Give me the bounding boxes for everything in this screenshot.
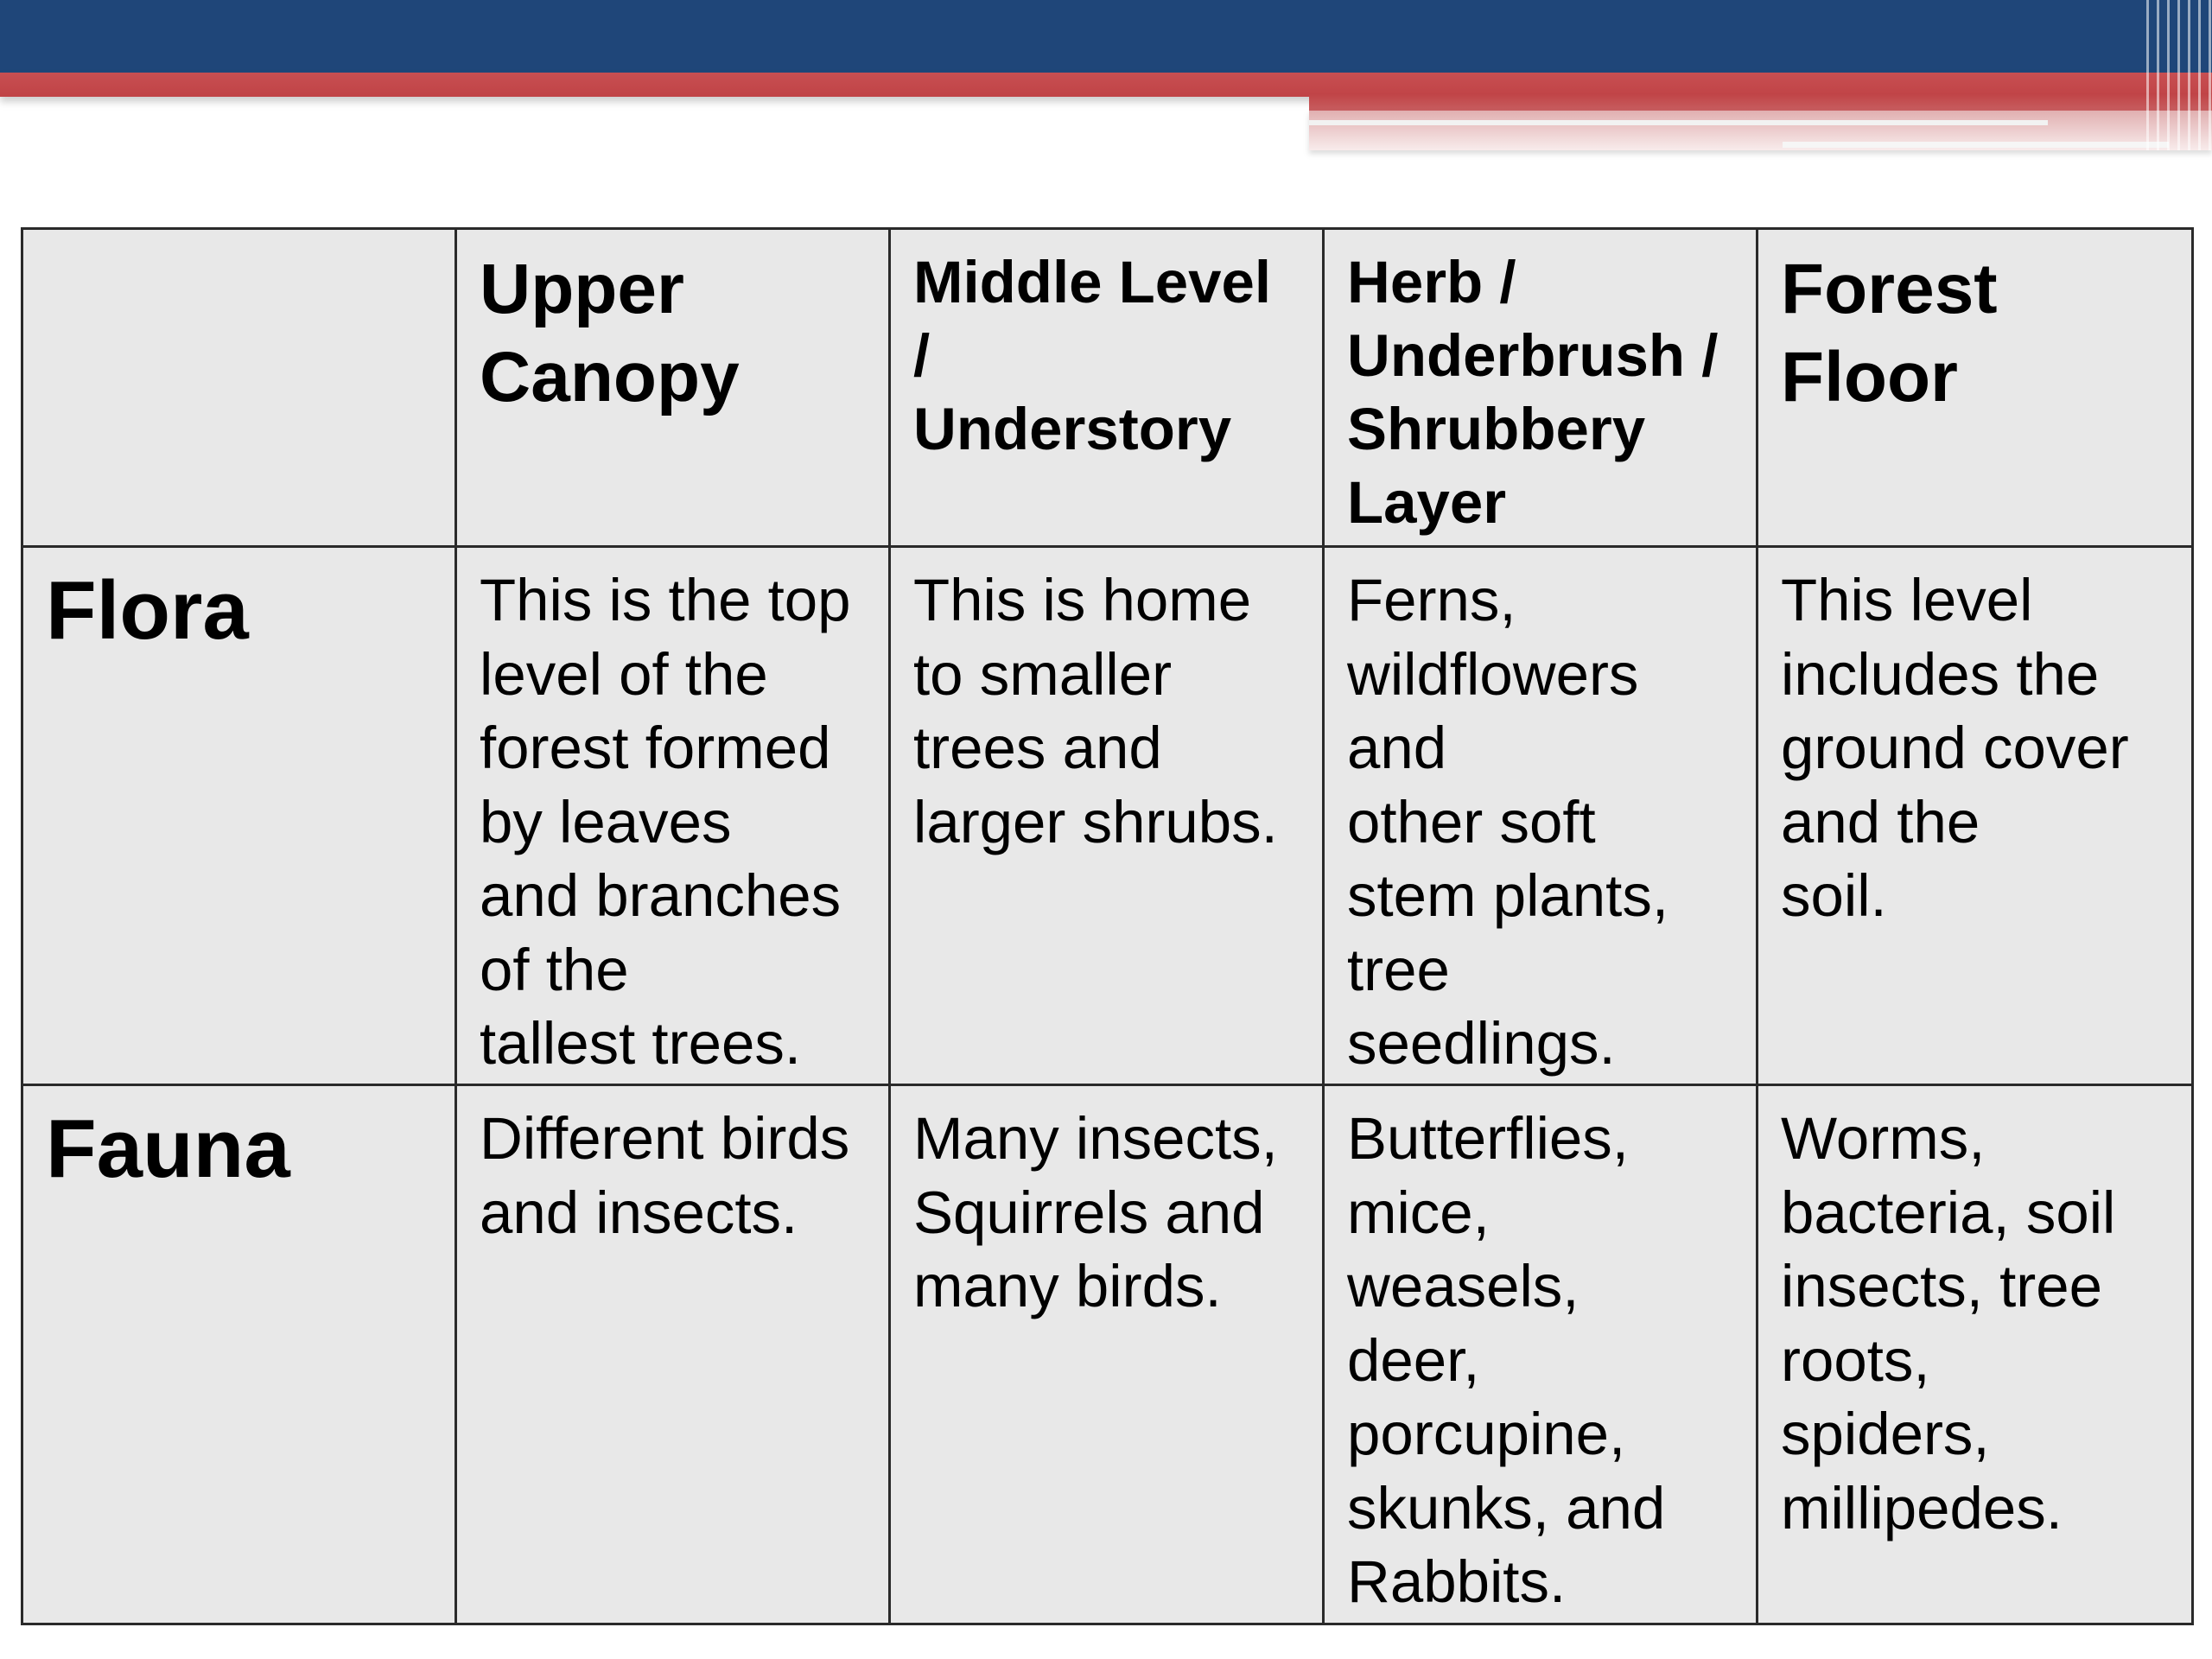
header-herb-layer: Herb / Underbrush / Shrubbery Layer — [1324, 229, 1758, 547]
header-bar — [0, 0, 2212, 73]
table-row — [22, 1085, 2193, 1624]
header-corner-cell — [22, 229, 456, 547]
table-cell: Different birds and insects. — [456, 1085, 890, 1624]
table-cell: This is home to smaller trees and larger shrubs. — [890, 547, 1324, 1085]
forest-layers-table — [21, 227, 2194, 1625]
table-cell: Worms, bacteria, soil insects, tree roots, spiders, millipedes. — [1758, 1085, 2193, 1624]
decorative-stripes — [2146, 0, 2212, 150]
accent-bar-tab — [1309, 93, 2212, 111]
header-forest-floor: Forest Floor — [1758, 229, 2193, 547]
decorative-line — [1309, 120, 2048, 125]
table-cell: This is the top level of the forest formed by leaves and branches of the tallest trees. — [456, 547, 890, 1085]
row-label-fauna: Fauna — [22, 1085, 456, 1624]
table-header-row — [22, 229, 2193, 547]
decorative-line — [1783, 142, 2169, 148]
header-upper-canopy: Upper Canopy — [456, 229, 890, 547]
table-cell: Ferns, wildflowers and other soft stem plants, tree seedlings. — [1324, 547, 1758, 1085]
table-cell: This level includes the ground cover and the soil. — [1758, 547, 2193, 1085]
header-middle-level: Middle Level / Understory — [890, 229, 1324, 547]
table-cell: Many insects, Squirrels and many birds. — [890, 1085, 1324, 1624]
row-label-flora: Flora — [22, 547, 456, 1085]
table-row — [22, 547, 2193, 1085]
table-cell: Butterflies, mice, weasels, deer, porcupine, skunks, and Rabbits. — [1324, 1085, 1758, 1624]
